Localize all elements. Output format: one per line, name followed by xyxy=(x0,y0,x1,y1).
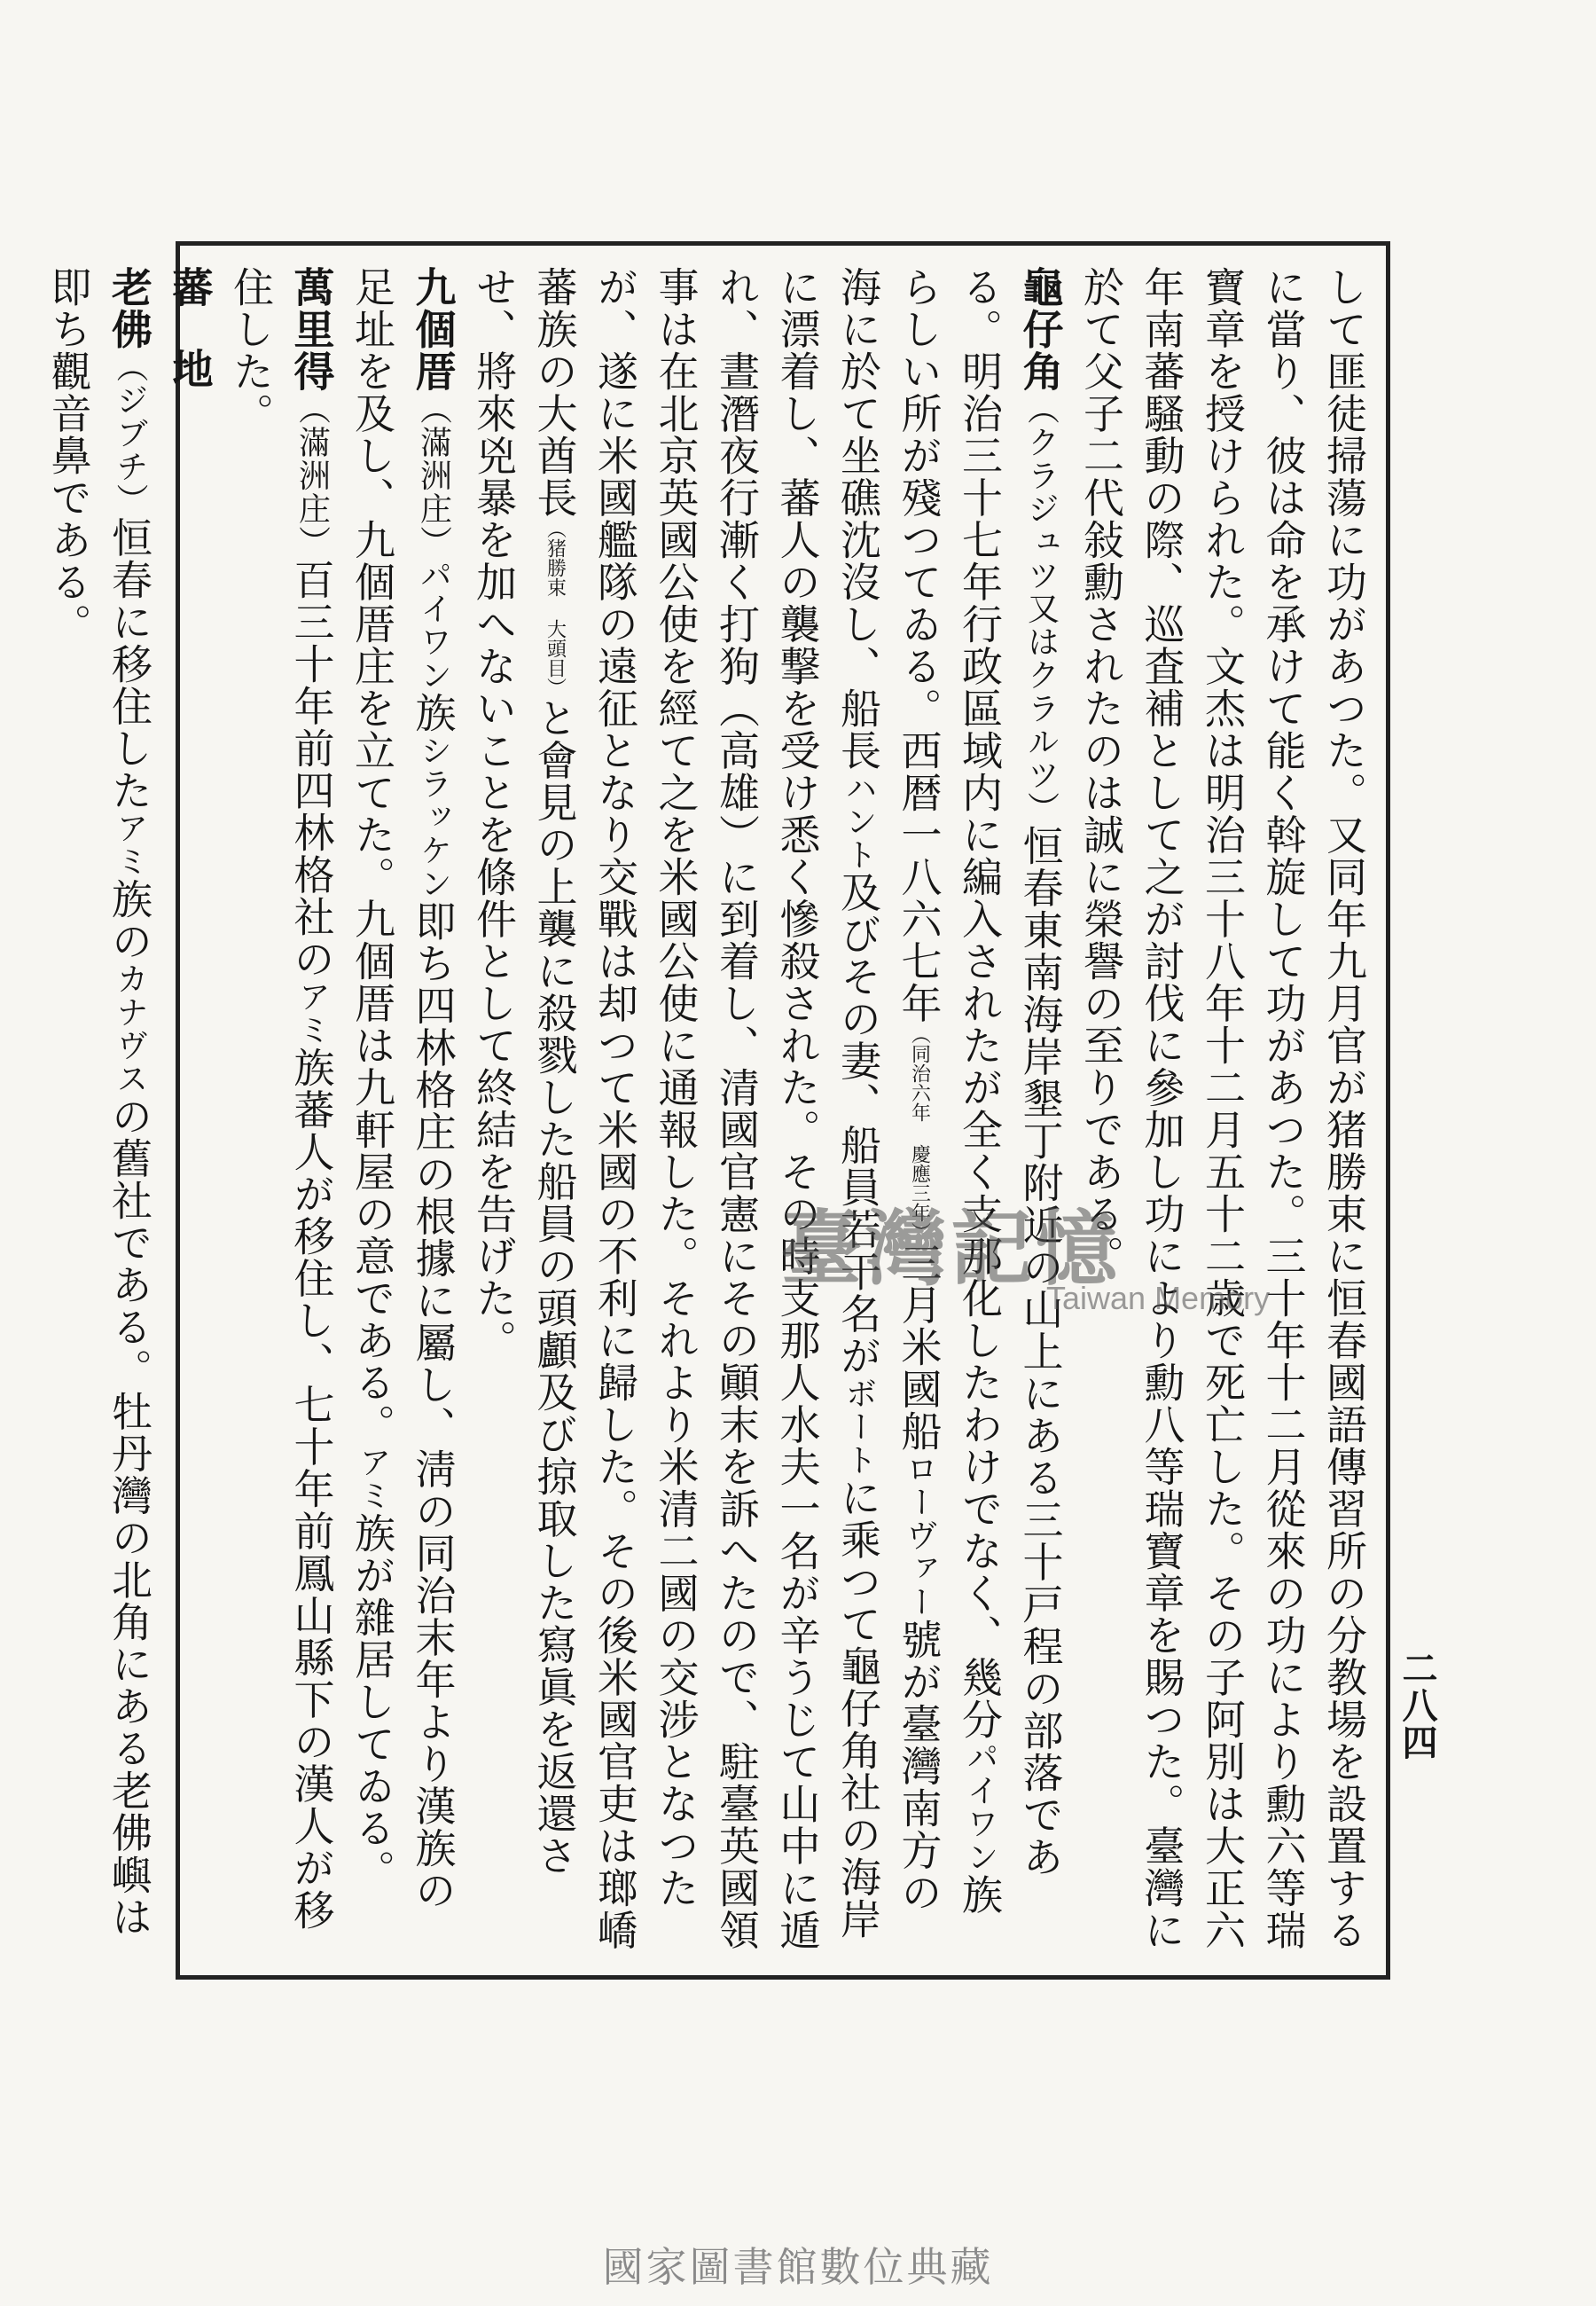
body-text: 百三十年前四林格社の xyxy=(287,559,336,980)
paragraph-entry-laofo xyxy=(38,266,160,1951)
inline-note: （猪勝束 大頭目） xyxy=(544,519,567,697)
vertical-text-body xyxy=(44,266,1374,1951)
section-heading: 蕃地 xyxy=(166,266,215,429)
body-text: 族の xyxy=(106,878,153,962)
body-text: 族が雜居してゐる。 xyxy=(348,1512,396,1892)
body-text: 及びその妻、船員若干名が xyxy=(834,871,882,1377)
gloss-text: パイワン xyxy=(962,1740,998,1874)
page-number: 二八四 xyxy=(1396,1650,1438,1761)
gloss-text: （ジブチ） xyxy=(112,350,148,517)
body-text: 族らしい所が殘つてゐる。西暦一八六七年 xyxy=(895,266,1004,1916)
body-text: 族蕃人が移住し、七十年前鳳山縣下の漢人が移住した。 xyxy=(227,266,336,1932)
gloss-text: ローヴァー xyxy=(901,1452,938,1619)
body-text: 恒春に移住した xyxy=(106,516,153,812)
paragraph-entry-wanlide xyxy=(221,266,342,1951)
footer-credit: 國家圖書館數位典藏 xyxy=(602,2243,994,2291)
body-text: と會見の上襲に殺戮した船員の頭顱及び掠取した寫眞を返還させ、將來兇暴を加へないことを條件として終結を告げた。 xyxy=(470,266,579,1877)
gloss-text: ボート xyxy=(841,1377,877,1477)
inline-note: （同治六年 慶應三年） xyxy=(908,1024,931,1242)
body-text: に乘つて龜仔角社の海岸に漂着し、蕃人の襲撃を受け悉く慘殺された。その時支那人水夫一名が辛うじて山中に遁れ、晝潛夜行漸く打狗（高雄）に到着し、清國官憲にその顚末を訴へたので、駐臺英國領事は在北京英國公使を經て之を米國公使に通報した。それより米清二國の交涉となつたが、遂に米國艦隊の遠征となり交戰は却つて米國の不利に歸した。その後米國官吏は瑯嶠蕃族の大酋長 xyxy=(530,266,882,1951)
gloss-text: （滿洲庄） xyxy=(415,392,452,559)
paragraph xyxy=(1071,266,1375,1951)
gloss-text: アミ xyxy=(355,1446,391,1512)
body-text: 號が臺灣南方の海に於て坐礁沈沒し、船長 xyxy=(834,266,943,1914)
paragraph-entry-jiugecuo xyxy=(342,266,464,1951)
section-heading-fandi xyxy=(160,266,221,1951)
gloss-text: シラッケン xyxy=(415,733,452,900)
entry-heading: 萬里得 xyxy=(287,266,336,393)
watermark-title: 臺灣記憶 xyxy=(780,1201,1122,1297)
entry-heading: 老佛 xyxy=(106,266,153,350)
gloss-text: アミ xyxy=(112,812,148,878)
gloss-text: アミ xyxy=(293,980,331,1047)
body-text: して匪徒掃蕩に功があつた。又同年九月官が猪勝束に恒春國語傳習所の分教場を設置するに當り、彼は命を承けて能く斡旋して功があつた。三十年十二月從來の功により勳六等瑞寶章を授けられた。文杰は明治三十八年十二月五十二歳で死亡した。その子阿別は大正六年南蕃騷動の際、巡査補として之が討伐に參加し功により勳八等瑞寶章を賜つた。臺灣に於て父子二代敍勳されたのは誠に榮譽の至りである。 xyxy=(1077,266,1368,1951)
body-text: 即ち四林格庄の根據に屬し、淸の同治末年より漢族の足址を及し、九個厝庄を立てた。九個厝は九軒屋の意である。 xyxy=(348,266,458,1911)
body-text: の舊社である。牡丹灣の北角にある老佛嶼は即ち觀音鼻である。 xyxy=(44,266,153,1938)
gloss-text: ハント xyxy=(841,772,877,872)
watermark-subtitle: Taiwan Memory xyxy=(1046,1280,1271,1316)
paragraph-entry-kaziaozhiao xyxy=(464,266,1071,1951)
body-text: 恒春東南海岸墾丁附近の山上にある三十戸程の部落である。明治三十七年行政區域内に編入されたが全く支那化したわけでなく、幾分 xyxy=(956,266,1065,1879)
gloss-text: （滿洲庄） xyxy=(293,392,331,559)
gloss-text: （クラジュツ又はクラルツ） xyxy=(1022,392,1060,825)
body-text: 族 xyxy=(409,692,458,734)
entry-heading: 九個厝 xyxy=(409,266,458,393)
entry-heading: 龜仔角 xyxy=(1016,266,1065,393)
gloss-text: パイワン xyxy=(415,559,452,692)
gloss-text: カナヴス xyxy=(112,962,148,1095)
body-text: 三月米國船 xyxy=(895,1242,943,1453)
